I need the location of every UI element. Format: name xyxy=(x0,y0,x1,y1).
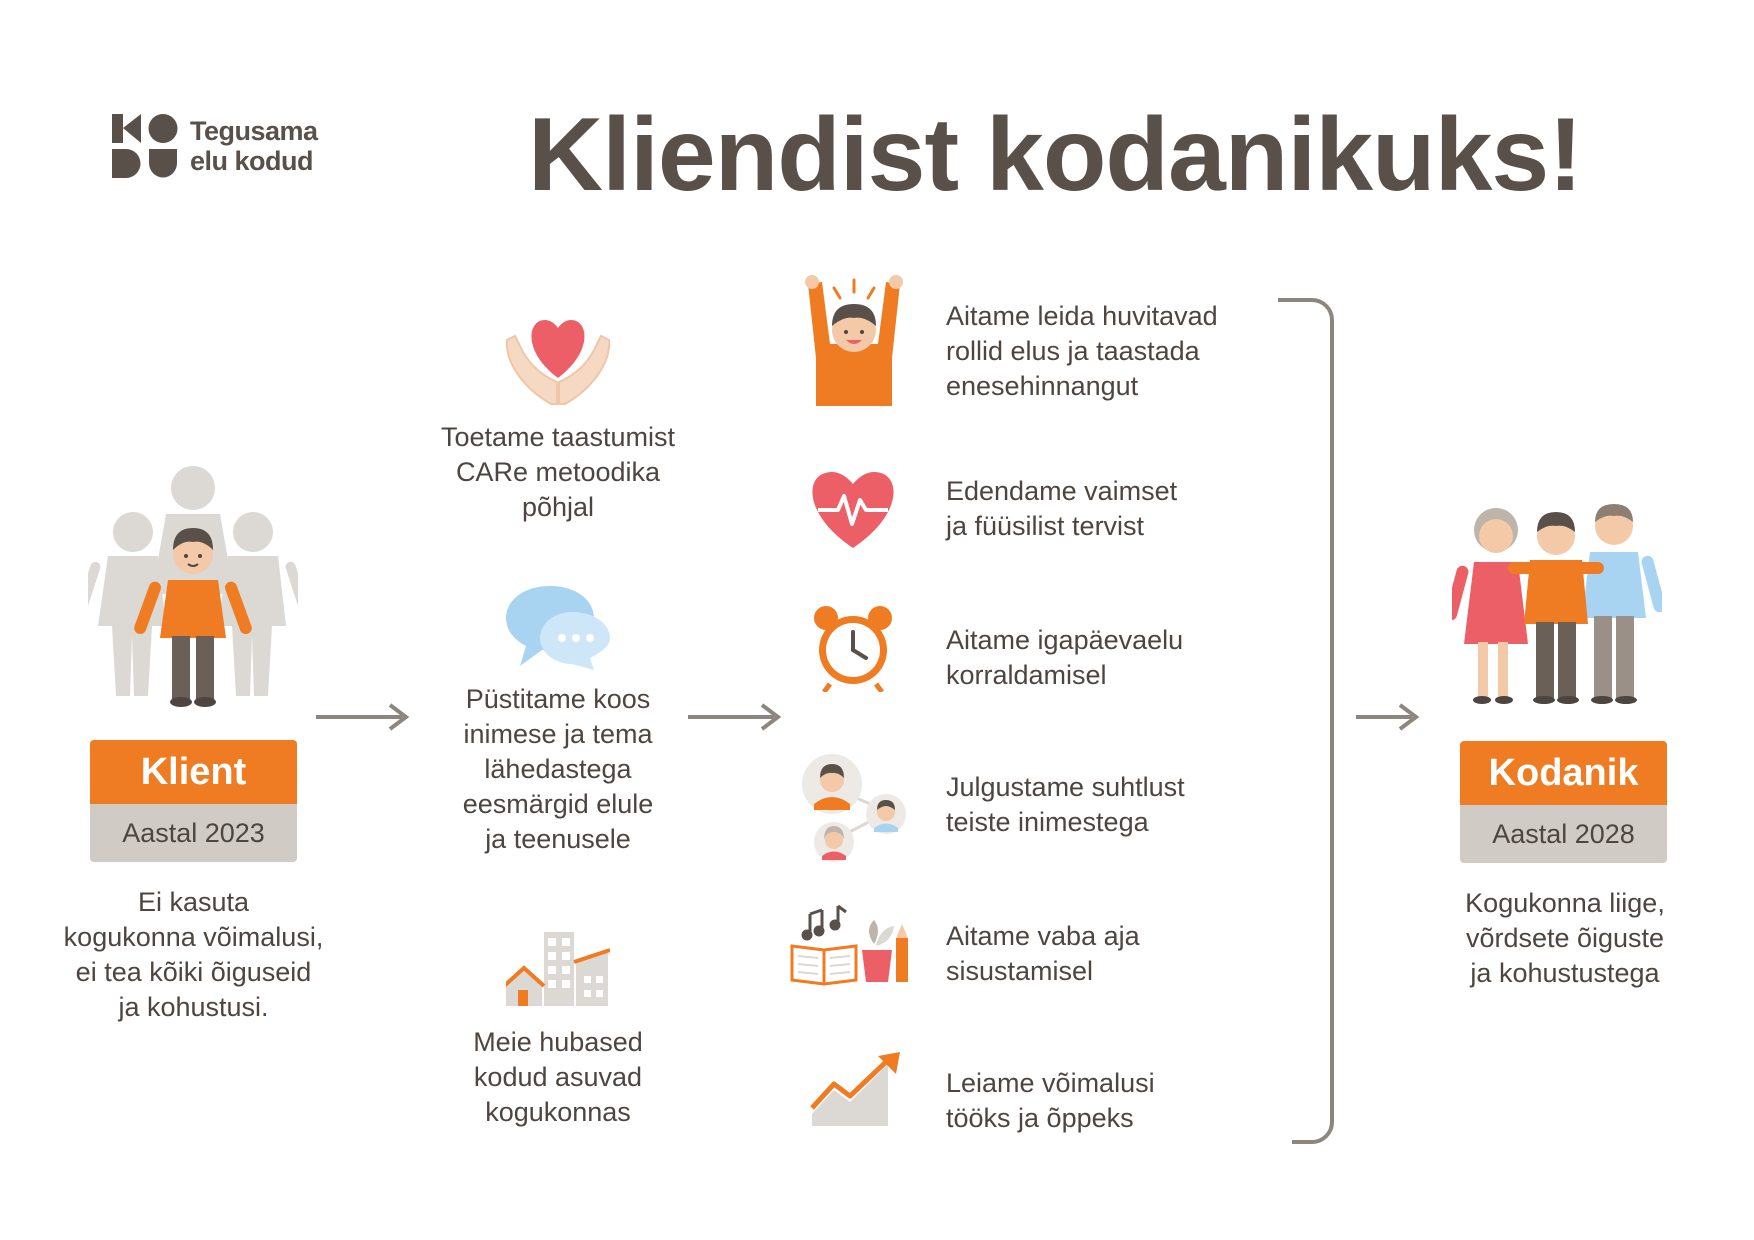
logo-text xyxy=(190,116,318,176)
alarm-clock-icon xyxy=(810,604,896,697)
activity-text: Julgustame suhtlust teiste inimestega xyxy=(946,772,1185,837)
logo xyxy=(112,114,178,183)
client-badge-year: Aastal 2023 xyxy=(90,804,297,862)
citizen-illustration xyxy=(1452,500,1662,713)
activity-text: Edendame vaimset ja füüsilist tervist xyxy=(946,476,1178,541)
client-badge xyxy=(90,740,297,862)
hobbies-icon xyxy=(788,904,912,993)
houses-icon xyxy=(506,928,610,1013)
page-title: Kliendist kodanikuks! xyxy=(528,97,1582,213)
heart-hands-icon xyxy=(503,312,613,413)
step-text: Toetame taastumist CARe metoodika põhjal xyxy=(440,422,676,522)
logo-line-2: elu kodud xyxy=(190,146,313,176)
people-network-icon xyxy=(798,752,908,869)
bracket-divider xyxy=(1278,296,1358,1146)
activity-text: Leiame võimalusi tööks ja õppeks xyxy=(946,1068,1155,1133)
citizen-badge xyxy=(1460,741,1667,863)
step-text: Püstitame koos inimese ja tema lähedastega eesmärgid elule ja teenusele xyxy=(462,684,654,854)
client-illustration xyxy=(88,462,298,715)
arrow-right-icon xyxy=(316,700,416,734)
activity-text: Aitame vaba aja sisustamisel xyxy=(946,921,1140,986)
speech-bubbles-icon xyxy=(506,582,616,677)
activity-text: Aitame igapäevaelu korraldamisel xyxy=(946,625,1184,690)
citizen-badge-title: Kodanik xyxy=(1460,741,1667,805)
arrow-right-icon xyxy=(1356,700,1426,734)
growth-chart-icon xyxy=(808,1052,904,1137)
citizen-description: Kogukonna liige, võrdsete õiguste ja kohustustega xyxy=(1465,888,1665,988)
client-description: Ei kasuta kogukonna võimalusi, ei tea kõiki õiguseid ja kohustusi. xyxy=(63,887,324,1022)
citizen-badge-year: Aastal 2028 xyxy=(1460,805,1667,863)
logo-mark-icon xyxy=(112,114,178,178)
logo-line-1: Tegusama xyxy=(190,116,318,146)
heartbeat-icon xyxy=(808,468,898,555)
client-badge-title: Klient xyxy=(90,740,297,804)
cheering-person-icon xyxy=(800,272,908,413)
activity-text: Aitame leida huvitavad rollid elus ja taastada enesehinnangut xyxy=(946,301,1218,401)
step-text: Meie hubased kodud asuvad kogukonnas xyxy=(473,1027,643,1127)
